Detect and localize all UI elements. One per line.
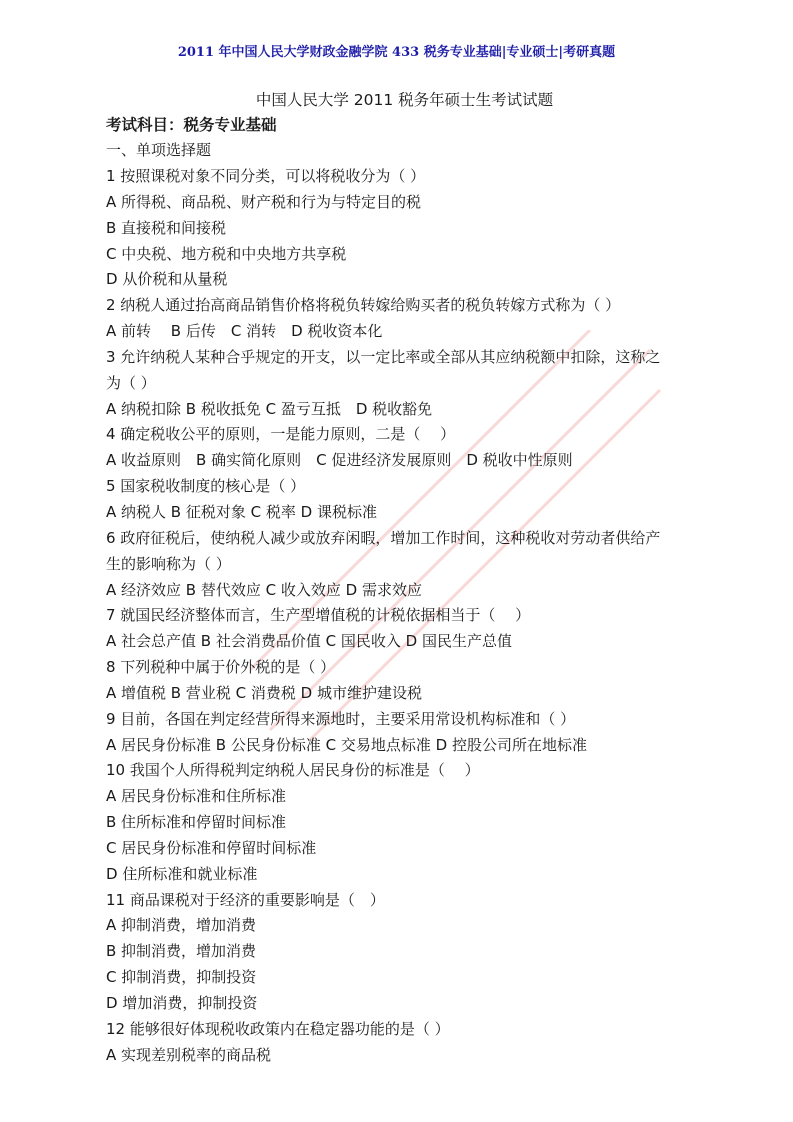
question-line: A 实现差别税率的商品税 [106, 1045, 272, 1064]
question-line: 12 能够很好体现税收政策内在稳定器功能的是（ ） [106, 1019, 450, 1038]
question-line: 生的影响称为（ ） [106, 554, 231, 573]
question-line: 2 纳税人通过抬高商品销售价格将税负转嫁给购买者的税负转嫁方式称为（ ） [106, 296, 621, 315]
question-line: C 居民身份标准和停留时间标准 [106, 838, 317, 857]
question-line: 6 政府征税后，使纳税人减少或放弃闲暇，增加工作时间，这种税收对劳动者供给产 [106, 528, 661, 547]
question-line: 8 下列税种中属于价外税的是（ ） [106, 658, 336, 677]
question-line: B 住所标准和停留时间标准 [106, 813, 287, 832]
question-line: 5 国家税收制度的核心是（ ） [106, 477, 306, 496]
question-line: A 前转 B 后传 C 消转 D 税收资本化 [106, 322, 383, 341]
question-line: A 居民身份标准 B 公民身份标准 C 交易地点标准 D 控股公司所在地标准 [106, 735, 587, 754]
question-line: 为（ ） [106, 373, 156, 392]
question-line: A 增值税 B 营业税 C 消费税 D 城市维护建设税 [106, 683, 422, 702]
question-line: A 纳税扣除 B 税收抵免 C 盈亏互抵 D 税收豁免 [106, 399, 433, 418]
question-line: A 经济效应 B 替代效应 C 收入效应 D 需求效应 [106, 580, 422, 599]
question-list [106, 165, 706, 1070]
question-line: 10 我国个人所得税判定纳税人居民身份的标准是（ ） [106, 761, 480, 780]
question-line: 1 按照课税对象不同分类，可以将税收分为（ ） [106, 167, 426, 185]
question-line: A 所得税、商品税、财产税和行为与特定目的税 [106, 192, 422, 211]
document-header: 2011 年中国人民大学财政金融学院 433 税务专业基础|专业硕士|考研真题 [177, 45, 616, 60]
section-heading: 一、单项选择题 [106, 141, 212, 159]
question-line: 4 确定税收公平的原则，一是能力原则，二是（ ） [106, 425, 456, 444]
exam-subject: 考试科目：税务专业基础 [106, 116, 277, 134]
question-line: A 社会总产值 B 社会消费品价值 C 国民收入 D 国民生产总值 [106, 632, 512, 651]
question-line: A 抑制消费，增加消费 [106, 916, 257, 935]
question-line: C 中央税、地方税和中央地方共享税 [106, 244, 347, 263]
question-line: 3 允许纳税人某种合乎规定的开支，以一定比率或全部从其应纳税额中扣除，这称之 [106, 347, 661, 366]
question-line: D 增加消费，抑制投资 [106, 994, 258, 1012]
question-line: D 从价税和从量税 [106, 270, 228, 289]
question-line: A 居民身份标准和住所标准 [106, 787, 287, 806]
question-line: C 抑制消费，抑制投资 [106, 968, 257, 987]
question-line: A 纳税人 B 征税对象 C 税率 D 课税标准 [106, 502, 377, 521]
question-line: 9 目前，各国在判定经营所得来源地时，主要采用常设机构标准和（ ） [106, 709, 576, 728]
question-line: A 收益原则 B 确实简化原则 C 促进经济发展原则 D 税收中性原则 [106, 451, 573, 470]
question-line: 7 就国民经济整体而言，生产型增值税的计税依据相当于（ ） [106, 606, 531, 625]
question-line: B 抑制消费，增加消费 [106, 942, 257, 961]
question-line: B 直接税和间接税 [106, 218, 227, 237]
question-line: D 住所标准和就业标准 [106, 864, 258, 883]
exam-title: 中国人民大学 2011 税务年硕士生考试试题 [255, 91, 554, 109]
question-line: 11 商品课税对于经济的重要影响是（ ） [106, 890, 385, 909]
